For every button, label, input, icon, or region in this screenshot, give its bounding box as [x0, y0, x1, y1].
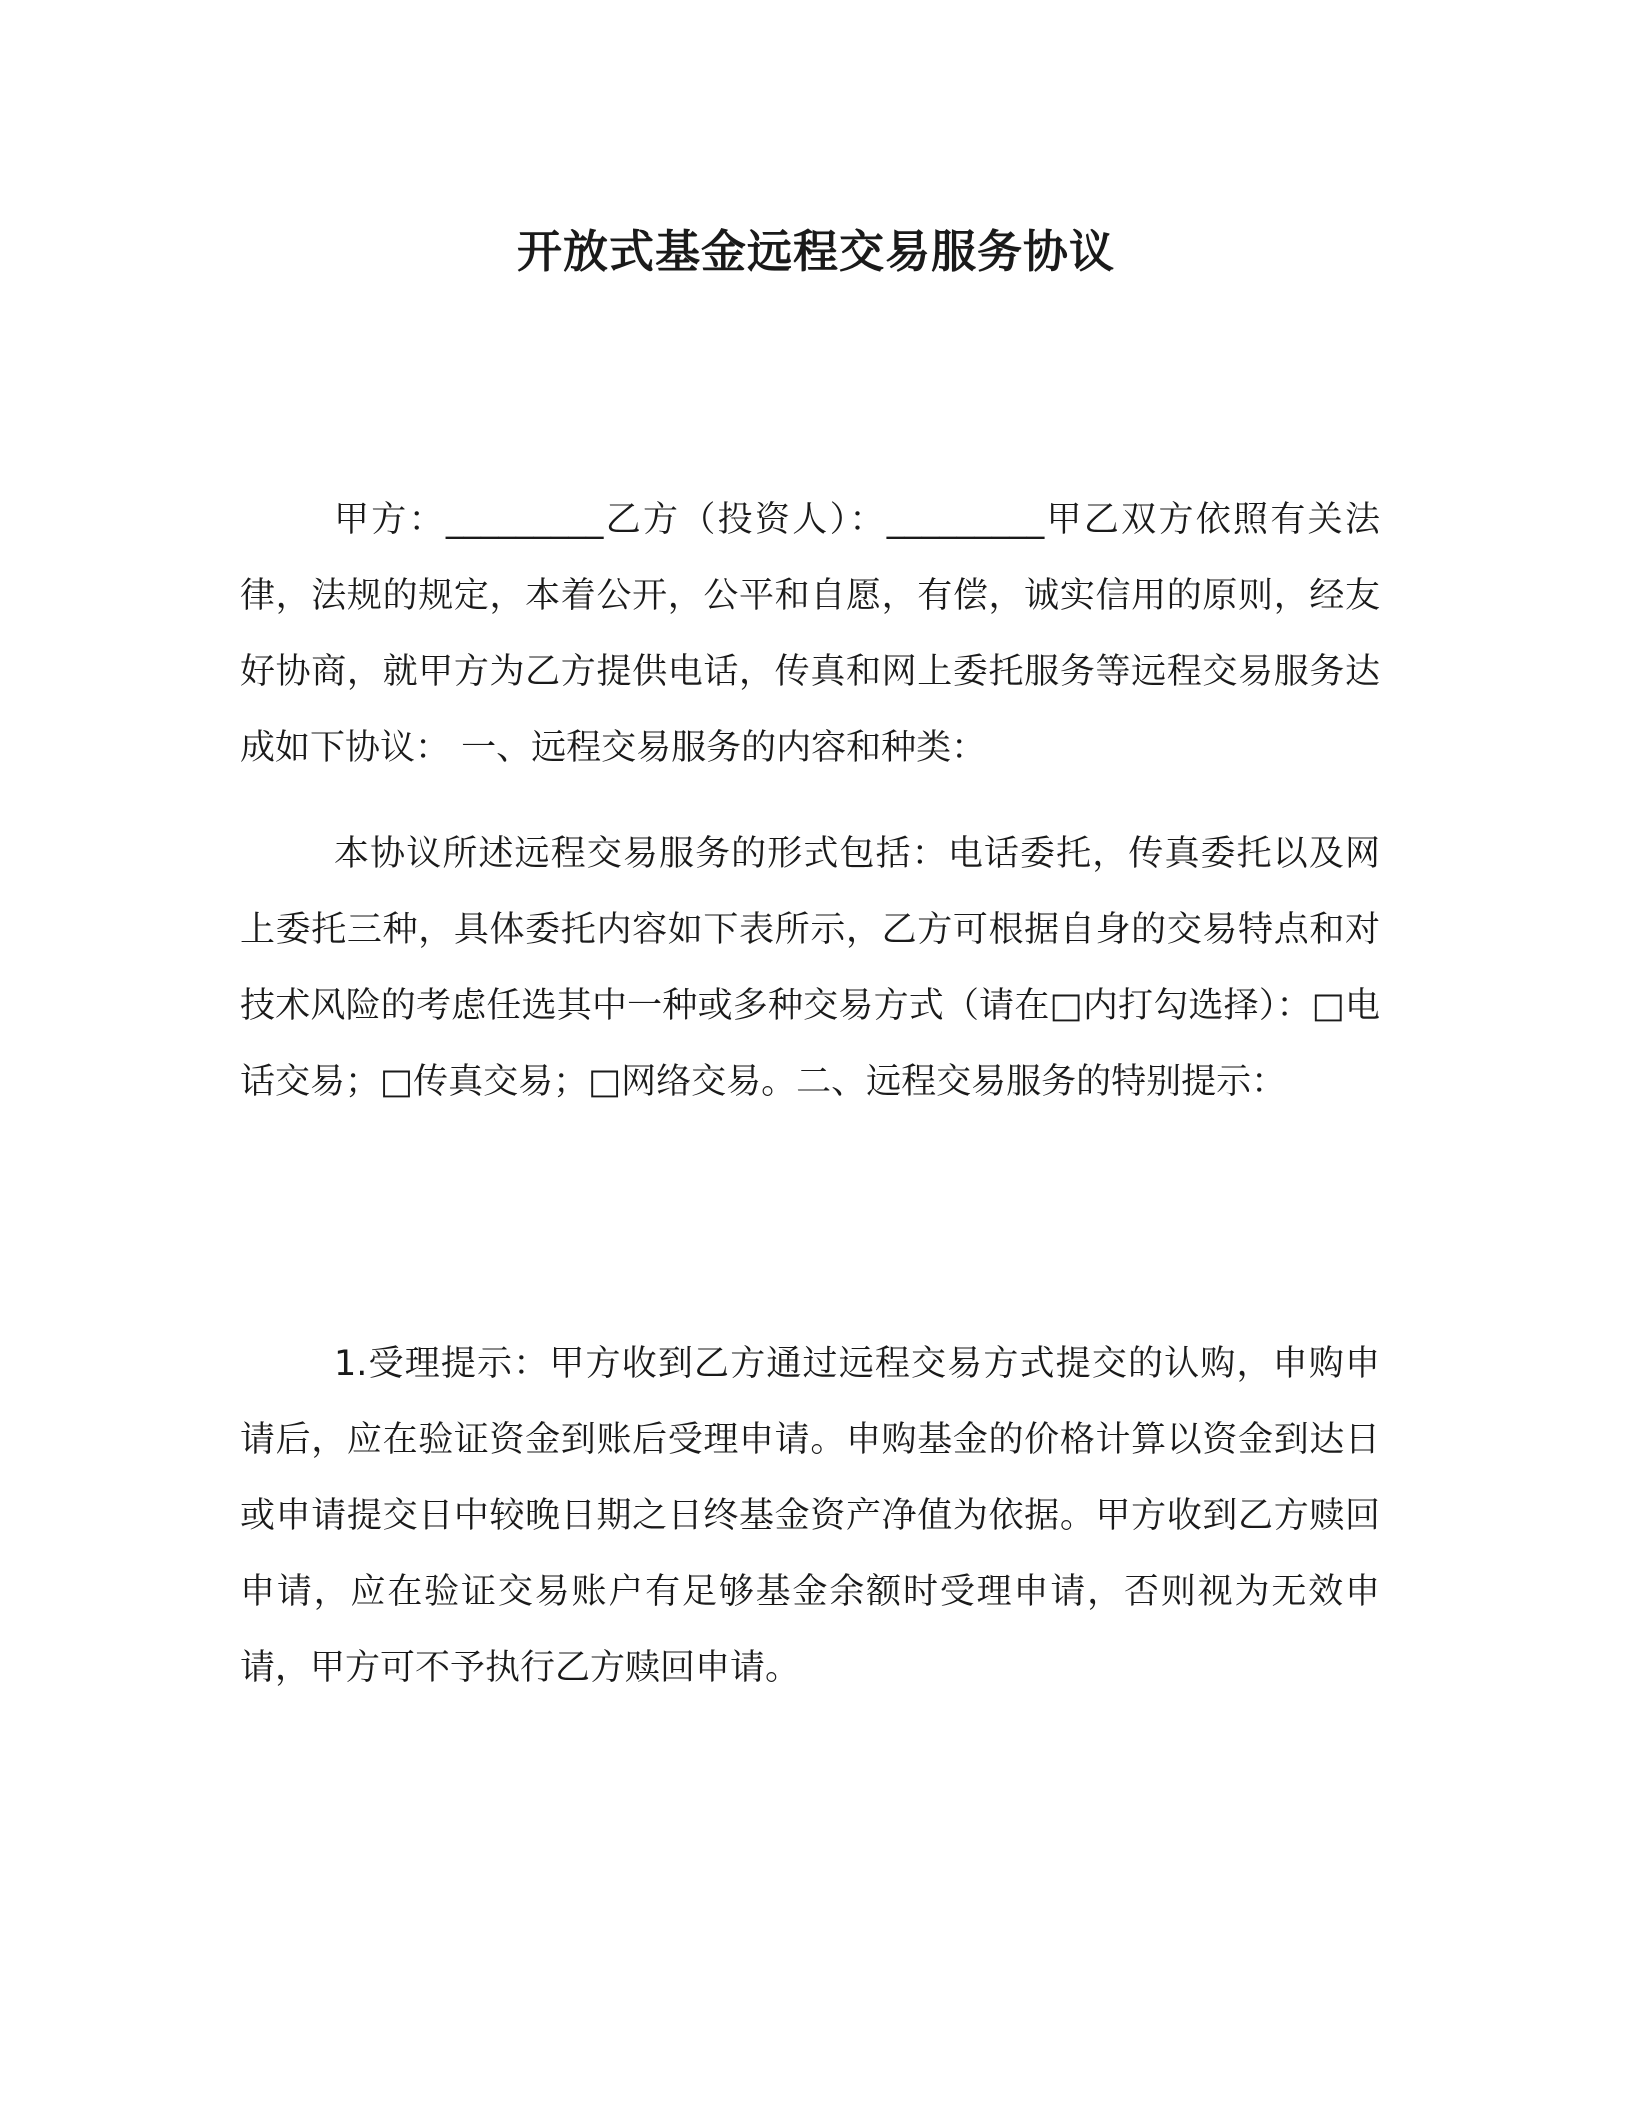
paragraph-acceptance-notice: 1.受理提示：甲方收到乙方通过远程交易方式提交的认购，申购申请后，应在验证资金到账后受理申请。申购基金的价格计算以资金到达日或申请提交日中较晚日期之日终基金资产净值为依据。甲方收到乙方赎回申请，应在验证交易账户有足够基金余额时受理申请，否则视为无效申请，甲方可不予执行乙方赎回申请。 — [240, 1344, 1380, 1688]
paragraph-service-forms: 本协议所述远程交易服务的形式包括：电话委托，传真委托以及网上委托三种，具体委托内容如下表所示，乙方可根据自身的交易特点和对技术风险的考虑任选其中一种或多种交易方式（请在□内打勾选择）：□电话交易；□传真交易；□网络交易。二、远程交易服务的特别提示： — [240, 834, 1380, 1102]
paragraph-parties-preamble: 甲方：_________乙方（投资人）：_________甲乙双方依照有关法律，法规的规定，本着公开，公平和自愿，有偿，诚实信用的原则，经友好协商，就甲方为乙方提供电话，传真和网上委托服务等远程交易服务达成如下协议： 一、远程交易服务的内容和种类： — [240, 500, 1380, 768]
document-title: 开放式基金远程交易服务协议 — [516, 225, 1115, 278]
